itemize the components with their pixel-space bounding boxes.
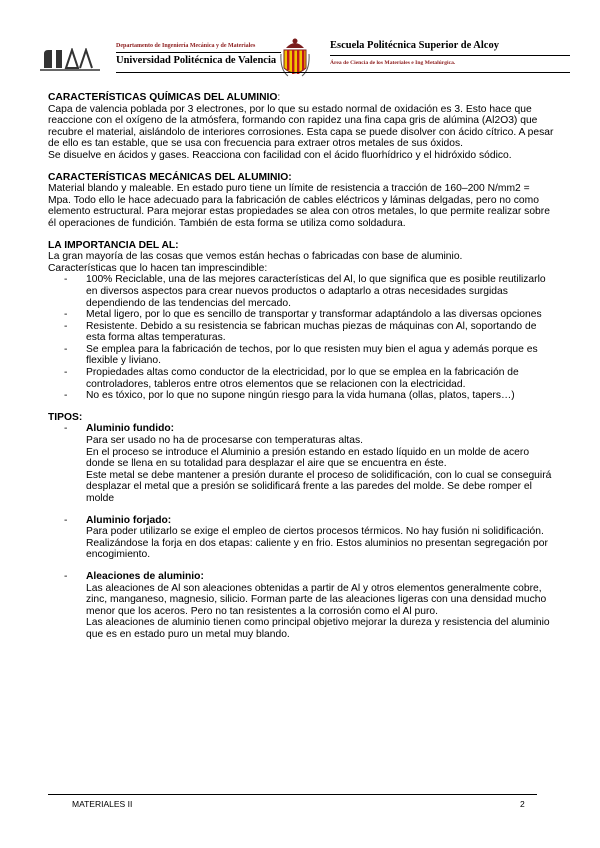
list-item: - Resistente. Debido a su resistencia se fabrican muchas piezas de máquinas con Al, soportando de esta forma altas temperaturas. <box>70 321 554 344</box>
type-aluminium-alloys <box>70 571 554 641</box>
chem-title <box>48 92 554 104</box>
page-header <box>38 34 572 82</box>
importance-title: LA IMPORTANCIA DEL AL: <box>48 239 179 251</box>
footer-course: MATERIALES II <box>72 799 133 809</box>
type-paragraph: Las aleaciones de aluminio tienen como principal objetivo mejorar la dureza y resistencia del aluminio que es en estado puro un metal muy blando. <box>86 617 550 640</box>
school-crest-icon <box>280 36 310 80</box>
department-name: Departamento de Ingeniería Mecánica y de Materiales <box>116 43 256 49</box>
chem-title-text: CARACTERÍSTICAS QUÍMICAS DEL ALUMINIO <box>48 92 278 103</box>
chem-title-colon: : <box>277 92 281 103</box>
university-name: Universidad Politécnica de Valencia <box>116 55 277 66</box>
chem-paragraph-1: Capa de valencia poblada por 3 electrones, por lo que su estado normal de oxidación es 3. Esto hace que reaccione con el oxígeno de la atmósfera, formando con rapidez una fina capa gris de alúmina (Al2O3) que recubre el material, aislándolo de interiores corrosiones. Esta capa se puede disolver con ácido cítrico. A pesar de ello es tan estable, que se usa con frecuencia para extraer otros metales de sus óxidos. <box>48 103 554 150</box>
type-name: - Aluminio forjado: <box>86 514 172 526</box>
list-item: - Se emplea para la fabricación de techos, por lo que resisten muy bien el agua y además porque es flexible y liviano. <box>70 344 554 367</box>
chem-paragraph-2: Se disuelve en ácidos y gases. Reacciona con facilidad con el ácido fluorhídrico y el hidróxido sódico. <box>48 149 512 161</box>
header-rule-bottom <box>116 72 570 73</box>
type-paragraph: Este metal se debe mantener a presión durante el proceso de solidificación, con lo cual se conseguirá desplazar el metal que a presión se solidificará frente a las paredes del molde. Se debe romper el molde <box>86 469 552 504</box>
list-item: - Propiedades altas como conductor de la electricidad, por lo que se emplea en la fabricación de controladores, tableros entre otros elementos que se relacionen con la electricidad. <box>70 367 554 390</box>
types-title: TIPOS: <box>48 411 83 423</box>
upv-logo-icon <box>40 48 100 72</box>
header-rule-top-right <box>330 55 570 56</box>
document-body <box>48 92 554 641</box>
importance-list <box>48 274 554 402</box>
type-paragraph: Para ser usado no ha de procesarse con temperaturas altas. <box>86 435 364 447</box>
area-name: Área de Ciencia de los Materiales e Ing Metalúrgica. <box>330 60 456 66</box>
list-item: - Metal ligero, por lo que es sencillo de transportar y transformar adaptándolo a las diversas opciones <box>70 309 554 321</box>
importance-paragraph-1: La gran mayoría de las cosas que vemos están hechas o fabricadas con base de aluminio. <box>48 251 463 263</box>
mech-paragraph-1: Material blando y maleable. En estado puro tiene un límite de resistencia a tracción de 160–200 N/mm2 = Mpa. Todo ello le hace adecuado para la fabricación de cables eléctricos y láminas delgadas, pero no como elemento estructural. Para mejorar estas propiedades se alea con otros metales, lo que permite realizar sobre él operaciones de fundición. También de esta forma se utiliza como soldadura. <box>48 183 550 229</box>
type-paragraph: Para poder utilizarlo se exige el empleo de ciertos procesos térmicos. No hay fusión ni solidificación. Realizándose la forja en dos etapas: caliente y en frio. Estos aluminios no presentan segregación por encogimiento. <box>86 526 548 561</box>
type-name: - Aluminio fundido: <box>86 423 175 435</box>
header-rule-top <box>116 52 281 53</box>
list-item: - 100% Reciclable, una de las mejores características del Al, lo que significa que es posible reutilizarlo en diversos aspectos para crear nuevos productos o adaptarlo a otras necesidades surgidas dependiendo de las tendencias del mercado. <box>70 274 554 309</box>
types-list <box>48 423 554 640</box>
mech-title: CARACTERÍSTICAS MECÁNICAS DEL ALUMINIO: <box>48 171 292 183</box>
footer-rule <box>48 794 537 795</box>
type-forged-aluminium <box>70 515 554 571</box>
list-item: - No es tóxico, por lo que no supone ningún riesgo para la vida humana (ollas, platos, tapers…) <box>70 390 554 402</box>
type-paragraph: En el proceso se introduce el Aluminio a presión estando en estado líquido en un molde de acero donde se llena en su totalidad para desplazar el aire que se encuentra en éste. <box>86 446 530 470</box>
type-cast-aluminium <box>70 423 554 514</box>
type-name: - Aleaciones de aluminio: <box>86 570 204 582</box>
school-name: Escuela Politécnica Superior de Alcoy <box>330 40 499 51</box>
type-paragraph: Las aleaciones de Al son aleaciones obtenidas a partir de Al y otros elementos generalmente cobre, zinc, manganeso, magnesio, silicio. Forman parte de las aleaciones ligeras con una densidad mucho menor que los aceros. Pero no tan resistentes a la corrosión como el Al puro. <box>86 582 547 617</box>
page-number: 2 <box>520 799 525 809</box>
importance-paragraph-2: Características que lo hacen tan imprescindible: <box>48 262 268 274</box>
